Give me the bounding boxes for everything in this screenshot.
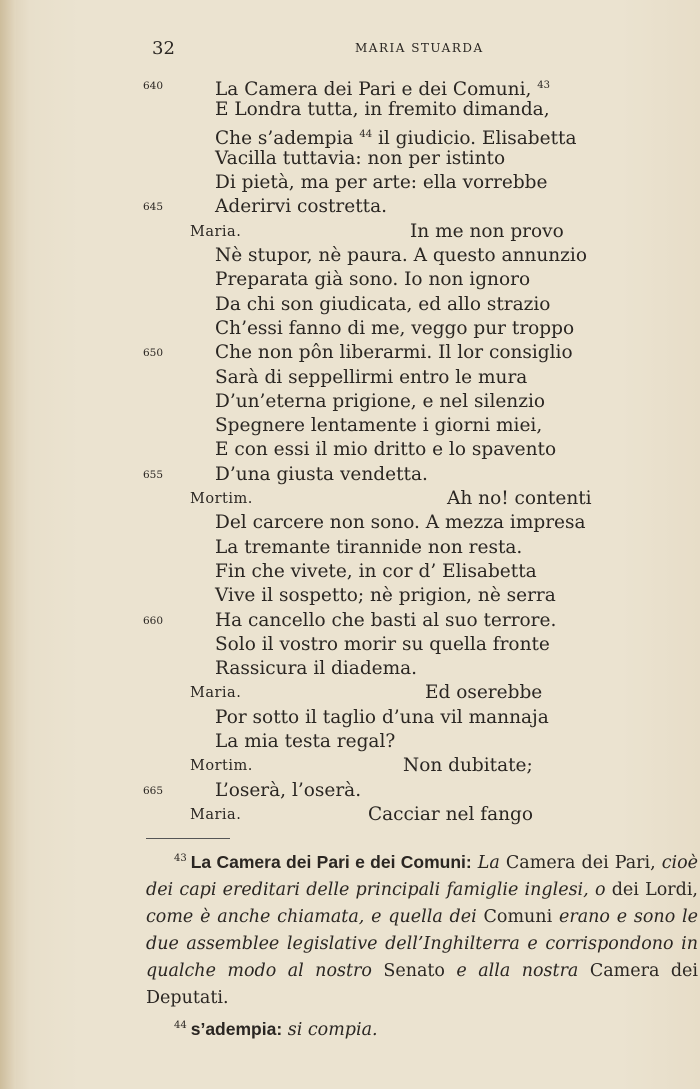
footnote-text: come è anche chiamata, e quella dei: [146, 907, 477, 927]
verse-text: E con essi il mio dritto e lo spavento: [215, 439, 557, 461]
verse-text-wrap: [215, 317, 574, 341]
verse-line: [0, 220, 700, 244]
footnote-headword: s’adempia:: [190, 1019, 283, 1039]
footnote-reference: 43: [537, 80, 551, 91]
verse-line: [0, 390, 700, 414]
footnote-reference: 44: [359, 128, 373, 140]
verse-line: [0, 536, 700, 560]
verse-text: Che s’adempia: [215, 127, 354, 149]
verse-text-wrap: [215, 98, 550, 122]
verse-text: L’oserà, l’oserà.: [215, 779, 362, 801]
verse-text-wrap: [215, 584, 556, 608]
line-number: 640: [143, 80, 164, 92]
footnotes: [146, 845, 698, 1044]
verse-text: In me non provo: [410, 220, 564, 242]
line-number: 660: [143, 614, 164, 627]
verse-text: Por sotto il taglio d’una vil mannaja: [215, 706, 549, 728]
verse-text-wrap: [215, 730, 395, 754]
verse-text: La Camera dei Pari e dei Comuni,: [215, 79, 532, 100]
footnote-text: La: [471, 853, 500, 873]
verse-text: Che non pôn liberarmi. Il lor consiglio: [215, 342, 573, 364]
verse-line: [0, 414, 700, 438]
verse-text: Cacciar nel fango: [368, 803, 534, 825]
verse-line: [0, 633, 700, 657]
speaker-label: Maria.: [190, 223, 242, 240]
verse-text: Solo il vostro morir su quella fronte: [215, 633, 550, 655]
verse-text: Nè stupor, nè paura. A questo annunzio: [215, 245, 587, 267]
verse-line: [0, 438, 700, 462]
footnote-mark: 43: [174, 853, 187, 864]
footnote-mark: 44: [174, 1020, 187, 1031]
verse-line: [0, 584, 700, 608]
verse-text-wrap: [215, 438, 556, 462]
verse-text-wrap: [215, 706, 549, 730]
verse-text: Vive il sospetto; nè prigion, nè serra: [215, 585, 556, 607]
verse-text: Ed oserebbe: [425, 682, 543, 704]
speaker-label: Maria.: [190, 806, 242, 823]
verse-line: [0, 195, 700, 219]
footnote-text: Comuni: [476, 907, 553, 927]
verse-text: La tremante tirannide non resta.: [215, 536, 523, 558]
verse-line: [0, 74, 700, 98]
verse-text-wrap: [215, 244, 587, 268]
verse-text-wrap: [215, 536, 522, 560]
page-header: [0, 38, 700, 58]
verse-text: E Londra tutta, in fremito dimanda,: [215, 99, 550, 121]
line-number: 650: [143, 347, 164, 360]
verse-text: Preparata già sono. Io non ignoro: [215, 269, 531, 291]
footnote-text: Camera dei Pari,: [499, 853, 656, 873]
verse-line: [0, 463, 700, 487]
verse-text: Ha cancello che basti al suo terrore.: [215, 609, 557, 631]
verse-text: D’una giusta vendetta.: [215, 463, 428, 485]
footnote-text: Senato: [371, 961, 445, 981]
verse-text-wrap: [215, 609, 556, 633]
verse-text-wrap: [215, 779, 361, 803]
verse-line: [0, 244, 700, 268]
footnote-rule: [146, 838, 230, 839]
speaker-label: Maria.: [190, 685, 242, 702]
line-number: 655: [143, 468, 164, 481]
verse-line: [0, 803, 700, 827]
speaker-label: Mortim.: [190, 491, 253, 508]
verse-text: Sarà di seppellirmi entro le mura: [215, 366, 528, 388]
verse-line: [0, 681, 700, 705]
footnote-text: cioè dei capi ereditari delle principali famiglie inglesi, o: [146, 853, 699, 900]
verse-text-wrap: [215, 463, 428, 487]
verse-block: [0, 74, 700, 827]
verse-line: [0, 317, 700, 341]
verse-text: Di pietà, ma per arte: ella vorrebbe: [215, 172, 548, 194]
footnote-text: erano e sono le due assemblee legislative dell’Inghilterra e corrispondono in qualche modo al nostro: [146, 907, 698, 981]
verse-line: [0, 98, 700, 122]
page-number: 32: [152, 38, 175, 59]
verse-text: D’un’eterna prigione, e nel silenzio: [215, 390, 546, 412]
footnote-text: e alla nostra: [444, 961, 579, 981]
verse-line: [0, 511, 700, 535]
footnote-text: Camera dei Deputati.: [146, 961, 698, 1008]
verse-text-wrap: [215, 633, 550, 657]
verse-text-wrap: [215, 560, 537, 584]
verse-text: Spegnere lentamente i giorni miei,: [215, 415, 543, 437]
verse-text-wrap: [215, 366, 527, 390]
verse-text-wrap: [215, 195, 387, 219]
speaker-label: Mortim.: [190, 758, 253, 775]
verse-line: [0, 754, 700, 778]
verse-text: Fin che vivete, in cor d’ Elisabetta: [215, 560, 537, 582]
verse-line: [0, 487, 700, 511]
verse-text-wrap: [215, 147, 505, 171]
verse-text-wrap: [215, 657, 417, 681]
verse-line: [0, 779, 700, 803]
verse-text: Ch’essi fanno di me, veggo pur troppo: [215, 317, 575, 339]
verse-line: [0, 560, 700, 584]
verse-text-wrap: [215, 414, 542, 438]
footnote-text: dei Lordi,: [605, 880, 698, 900]
footnote-43: [146, 845, 698, 1012]
verse-text: Aderirvi costretta.: [215, 196, 388, 218]
line-number: 645: [143, 201, 164, 214]
footnote-text: si compia.: [282, 1020, 378, 1040]
verse-line: [0, 609, 700, 633]
verse-line: [0, 268, 700, 292]
running-title: MARIA STUARDA: [355, 41, 484, 55]
footnote-headword: La Camera dei Pari e dei Comuni:: [190, 852, 472, 872]
verse-text: Ah no! contenti: [447, 488, 592, 510]
verse-line: [0, 171, 700, 195]
verse-text: il giudicio. Elisabetta: [372, 127, 577, 149]
verse-text: Non dubitate;: [403, 755, 533, 777]
verse-line: [0, 730, 700, 754]
verse-line: [0, 366, 700, 390]
verse-text: Rassicura il diadema.: [215, 658, 418, 680]
verse-line: [0, 293, 700, 317]
verse-text: Del carcere non sono. A mezza impresa: [215, 512, 586, 534]
verse-text: La mia testa regal?: [215, 731, 396, 753]
verse-text-wrap: [215, 293, 550, 317]
verse-text: Vacilla tuttavia: non per istinto: [215, 147, 506, 169]
verse-text-wrap: [215, 341, 573, 365]
verse-line: [0, 657, 700, 681]
verse-line: [0, 341, 700, 365]
verse-text: Da chi son giudicata, ed allo strazio: [215, 293, 551, 315]
verse-text-wrap: [215, 268, 530, 292]
verse-text-wrap: [215, 171, 547, 195]
verse-line: [0, 706, 700, 730]
footnote-44: [146, 1012, 698, 1044]
verse-text-wrap: [215, 390, 545, 414]
verse-text-wrap: [215, 511, 586, 535]
verse-line: [0, 123, 700, 147]
line-number: 665: [143, 784, 164, 797]
verse-line: [0, 147, 700, 171]
